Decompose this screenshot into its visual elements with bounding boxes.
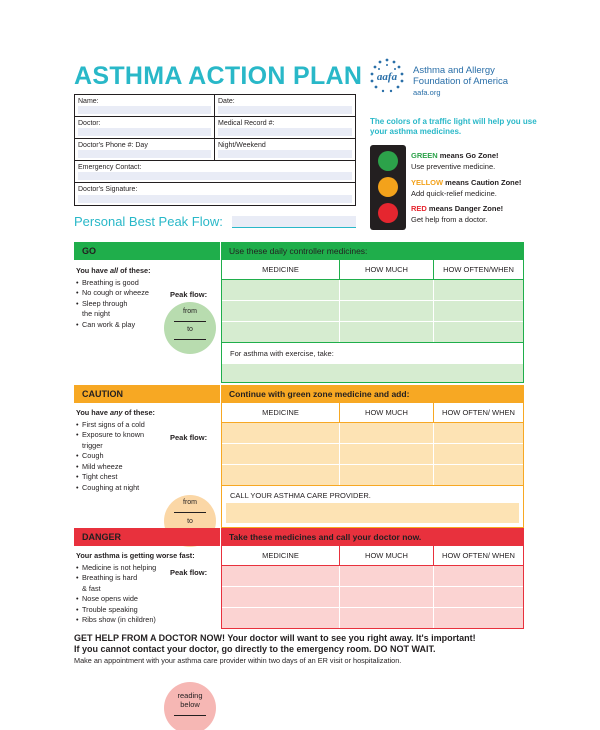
go-circle-to: to (187, 326, 193, 333)
doctor-field[interactable] (75, 117, 215, 138)
table-row[interactable] (222, 280, 523, 300)
column-header-how-often: HOW OFTEN/WHEN (443, 265, 514, 274)
date-label: Date: (218, 98, 235, 105)
green-light-icon (378, 151, 398, 171)
danger-circle-below: below (180, 700, 200, 709)
table-row[interactable] (222, 587, 523, 607)
column-header-how-much: HOW MUCH (340, 260, 434, 279)
traffic-light-intro: The colors of a traffic light will help you use your asthma medicines. (370, 117, 537, 136)
logo-name-line-1: Asthma and Allergy (413, 65, 495, 76)
list-item: • Can work & play (76, 320, 220, 331)
danger-zone-instruction: Take these medicines and call your doctor now. (221, 528, 524, 546)
name-field[interactable] (75, 95, 215, 116)
column-header-how-often: HOW OFTEN/ WHEN (442, 408, 515, 417)
go-zone-heading: GO (74, 242, 220, 260)
caution-medicine-table (221, 403, 524, 528)
logo-name-line-2: Foundation of America (413, 76, 509, 87)
table-row[interactable] (222, 322, 523, 342)
table-row[interactable] (222, 465, 523, 485)
caution-circle-to: to (187, 518, 193, 525)
emergency-contact-label: Emergency Contact: (78, 164, 142, 171)
medical-record-field[interactable] (215, 117, 355, 138)
table-row[interactable] (222, 566, 523, 586)
green-legend: GREEN means Go Zone! Use preventive medicine. (411, 151, 499, 171)
caution-call-input[interactable] (226, 503, 519, 523)
list-item: • Coughing at night (76, 483, 220, 494)
footer-line-1: GET HELP FROM A DOCTOR NOW! Your doctor will want to see you right away. It's important! (74, 633, 476, 643)
go-exercise-label: For asthma with exercise, take: (222, 342, 523, 364)
column-header-medicine: MEDICINE (222, 546, 340, 565)
yellow-legend: YELLOW means Caution Zone! Add quick-relief medicine. (411, 178, 522, 198)
column-header-medicine: MEDICINE (222, 403, 340, 422)
danger-zone-symptoms: Your asthma is getting worse fast: • Medicine is not helping • Breathing is hard & fast • Nose opens wide • Trouble speaking • Ribs show (in children) (74, 551, 220, 626)
page-title: ASTHMA ACTION PLAN (74, 62, 363, 90)
caution-peak-flow-label: Peak flow: (170, 433, 208, 442)
table-row[interactable] (222, 423, 523, 443)
list-item: • Breathing is good (76, 278, 220, 289)
column-header-medicine: MEDICINE (222, 260, 340, 279)
emergency-footer (74, 633, 534, 666)
column-header-how-much: HOW MUCH (340, 403, 434, 422)
danger-circle-reading: reading (177, 691, 203, 700)
go-zone-instruction: Use these daily controller medicines: (221, 242, 524, 260)
caution-zone-instruction: Continue with green zone medicine and add: (221, 385, 524, 403)
column-header-how-often: HOW OFTEN/ WHEN (442, 551, 515, 560)
yellow-light-icon (378, 177, 398, 197)
caution-call-provider-label: CALL YOUR ASTHMA CARE PROVIDER. (222, 485, 523, 501)
list-item: • Ribs show (in children) (76, 615, 220, 626)
go-medicine-table (221, 260, 524, 383)
patient-info-table (74, 94, 356, 206)
footer-line-3: Make an appointment with your asthma care provider within two days of an ER visit or hospitalization. (74, 656, 402, 665)
danger-peak-flow-circle[interactable] (164, 682, 216, 730)
red-legend: RED means Danger Zone! Get help from a doctor. (411, 204, 504, 224)
personal-best-peak-flow-input[interactable] (232, 216, 356, 228)
danger-peak-flow-label: Peak flow: (170, 568, 208, 577)
doctor-signature-field[interactable] (75, 183, 355, 205)
go-circle-from: from (183, 308, 197, 315)
table-row[interactable] (222, 301, 523, 321)
go-exercise-input[interactable] (222, 364, 523, 382)
list-item: the night (82, 309, 110, 318)
list-item: • Mild wheeze (76, 462, 220, 473)
date-field[interactable] (215, 95, 355, 116)
doctor-phone-label: Doctor's Phone #: Day (78, 142, 148, 149)
table-row[interactable] (222, 444, 523, 464)
doctor-signature-label: Doctor's Signature: (78, 186, 138, 193)
danger-medicine-table (221, 546, 524, 629)
list-item: • Trouble speaking (76, 605, 220, 616)
list-item: • Breathing is hard (76, 573, 220, 584)
list-item: • Cough (76, 451, 220, 462)
aafa-logo-icon (367, 56, 407, 96)
caution-circle-from: from (183, 499, 197, 506)
caution-zone-heading: CAUTION (74, 385, 220, 403)
name-label: Name: (78, 98, 99, 105)
night-weekend-field[interactable] (215, 139, 355, 160)
personal-best-peak-flow-label: Personal Best Peak Flow: (74, 214, 223, 229)
emergency-contact-field[interactable] (75, 161, 355, 182)
logo-mark-text: aafa (376, 71, 398, 83)
doctor-label: Doctor: (78, 120, 101, 127)
night-weekend-label: Night/Weekend (218, 142, 266, 149)
list-item: & fast (82, 583, 101, 593)
table-row[interactable] (222, 608, 523, 628)
list-item: • Medicine is not helping (76, 563, 220, 574)
column-header-how-much: HOW MUCH (340, 546, 434, 565)
list-item: trigger (82, 440, 103, 450)
list-item: • Nose opens wide (76, 594, 220, 605)
go-peak-flow-label: Peak flow: (170, 290, 208, 299)
list-item: • Sleep through (76, 299, 220, 310)
red-light-icon (378, 203, 398, 223)
list-item: • First signs of a cold (76, 420, 220, 431)
list-item: • Exposure to known (76, 430, 220, 441)
list-item: • No cough or wheeze (76, 288, 220, 299)
go-peak-flow-circle[interactable] (164, 302, 216, 354)
logo-url: aafa.org (413, 88, 441, 97)
doctor-phone-field[interactable] (75, 139, 215, 160)
traffic-light-icon (370, 145, 406, 230)
go-zone-symptoms: You have all of these: • Breathing is good • No cough or wheeze • Sleep through the night • Can work & play (74, 266, 220, 330)
logo-organization-name (413, 65, 508, 99)
list-item: • Tight chest (76, 472, 220, 483)
danger-zone-heading: DANGER (74, 528, 220, 546)
caution-zone-symptoms: You have any of these: • First signs of a cold • Exposure to known trigger • Cough • Mild wheeze • Tight chest • Coughing at night (74, 408, 220, 493)
footer-line-2: If you cannot contact your doctor, go directly to the emergency room. DO NOT WAIT. (74, 644, 436, 654)
medical-record-label: Medical Record #: (218, 120, 275, 127)
